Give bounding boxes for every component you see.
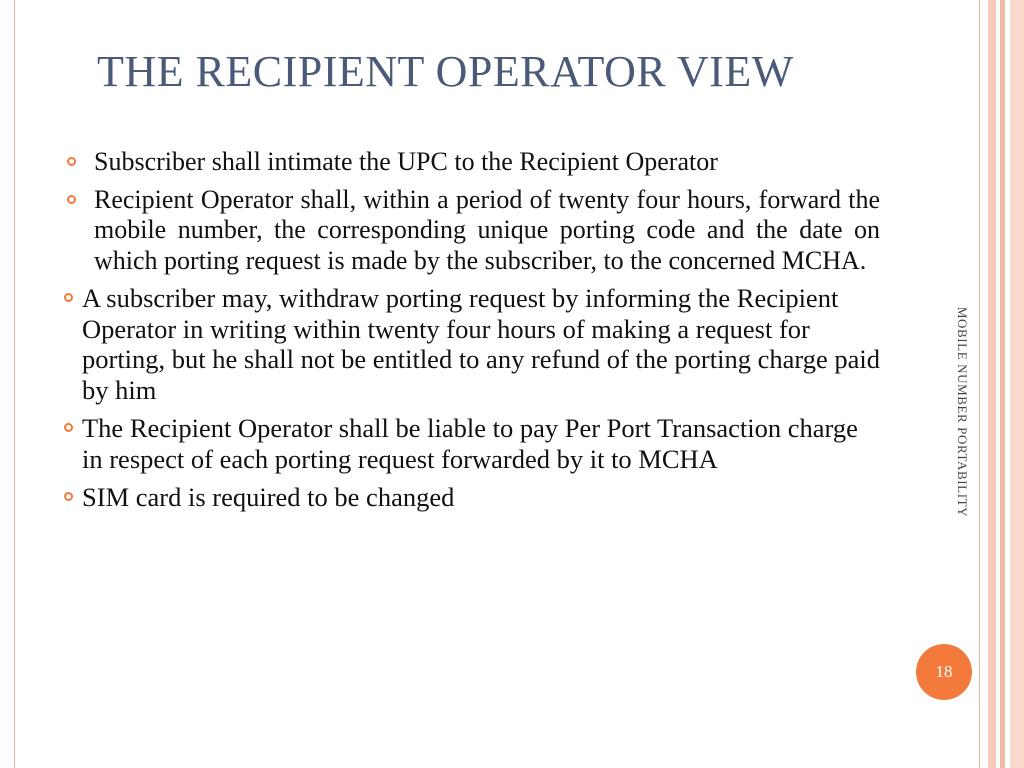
- bullet-item: [60, 147, 880, 178]
- page-number-badge: 18: [916, 644, 972, 700]
- bullet-text: Recipient Operator shall, within a period of twenty four hours, forward the mobile number, the corresponding unique porting code and the date on which porting request is made by the subscriber, to the concerned MCHA.: [94, 184, 880, 275]
- decor-stripe: [1000, 0, 1005, 768]
- bullet-item: [60, 283, 880, 405]
- bullet-circle-icon: [64, 423, 73, 432]
- bullet-circle-icon: [67, 157, 76, 166]
- decor-stripe: [1010, 0, 1024, 768]
- bullet-text: Subscriber shall intimate the UPC to the Recipient Operator: [94, 147, 718, 176]
- bullet-list: [60, 147, 880, 521]
- bullet-item: [60, 185, 880, 277]
- bullet-text: The Recipient Operator shall be liable to pay Per Port Transaction charge in respect of each porting request forwarded by it to MCHA: [82, 413, 858, 474]
- bullet-circle-icon: [64, 492, 73, 501]
- bullet-text: SIM card is required to be changed: [82, 482, 455, 512]
- slide-title: THE RECIPIENT OPERATOR VIEW: [97, 47, 794, 96]
- bullet-item: [60, 413, 880, 474]
- side-label: MOBILE NUMBER PORTABILITY: [955, 306, 970, 518]
- decor-stripe: [988, 0, 996, 768]
- bullet-circle-icon: [64, 293, 73, 302]
- bullet-text: A subscriber may, withdraw porting request by informing the Recipient Operator in writing within twenty four hours of making a request for porting, but he shall not be entitled to any refund of the porting charge paid by him: [82, 283, 880, 405]
- bullet-item: [60, 482, 880, 513]
- bullet-circle-icon: [67, 195, 76, 204]
